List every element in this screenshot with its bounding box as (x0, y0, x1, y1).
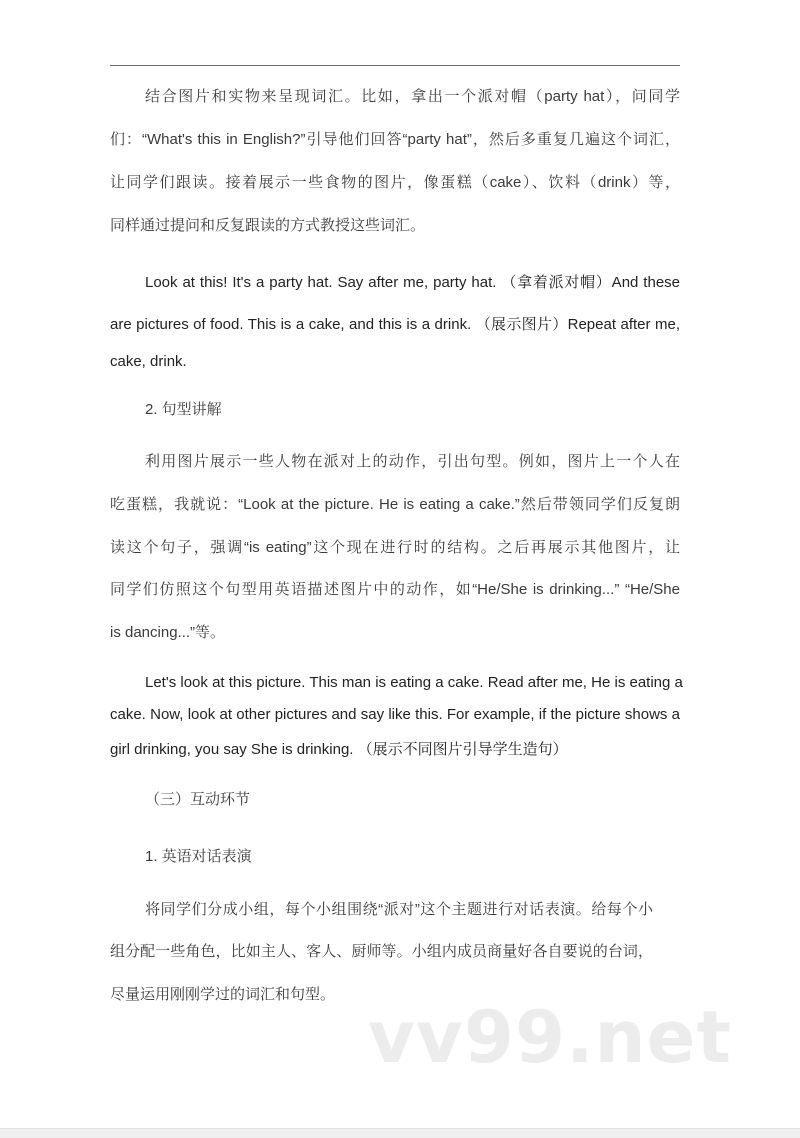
paragraph-line: 将同学们分成小组，每个小组围绕“派对”这个主题进行对话表演。给每个小 (145, 901, 653, 918)
paragraph-line: 吃蛋糕，我就说：“Look at the picture. He is eating a cake.”然后带领同学们反复朗 (110, 496, 680, 513)
paragraph-line: cake. Now, look at other pictures and say like this. For example, if the picture shows a (110, 706, 680, 723)
paragraph-line: 尽量运用刚刚学过的词汇和句型。 (110, 986, 336, 1003)
section-heading: 2. 句型讲解 (145, 401, 222, 418)
paragraph-line: is dancing...”等。 (110, 624, 226, 641)
paragraph-line: 利用图片展示一些人物在派对上的动作，引出句型。例如，图片上一个人在 (145, 453, 680, 470)
paragraph-line: 组分配一些角色，比如主人、客人、厨师等。小组内成员商量好各自要说的台词， (110, 943, 653, 960)
paragraph-line: Look at this! It's a party hat. Say after me, party hat. （拿着派对帽）And these (145, 274, 680, 291)
paragraph-line: 同学们仿照这个句型用英语描述图片中的动作，如“He/She is drinking...” “He/She (110, 581, 680, 598)
section-heading: 1. 英语对话表演 (145, 848, 252, 865)
section-heading: （三）互动环节 (145, 791, 251, 808)
paragraph-line: 们：“What's this in English?”引导他们回答“party hat”，然后多重复几遍这个词汇， (110, 131, 680, 148)
paragraph-line: 同样通过提问和反复跟读的方式教授这些词汇。 (110, 217, 426, 234)
paragraph-line: are pictures of food. This is a cake, and this is a drink. （展示图片）Repeat after me, (110, 316, 680, 333)
paragraph-line: cake, drink. (110, 353, 187, 370)
watermark: vv99.net (368, 995, 732, 1079)
paragraph-line: girl drinking, you say She is drinking. （展示不同图片引导学生造句） (110, 741, 568, 758)
paragraph-line: Let's look at this picture. This man is eating a cake. Read after me, He is eating a (145, 674, 683, 691)
paragraph-line: 读这个句子，强调“is eating”这个现在进行时的结构。之后再展示其他图片，让 (110, 539, 680, 556)
header-rule (110, 65, 680, 66)
paragraph-line: 让同学们跟读。接着展示一些食物的图片，像蛋糕（cake）、饮料（drink）等， (110, 174, 680, 191)
paragraph-line: 结合图片和实物来呈现词汇。比如，拿出一个派对帽（party hat），问同学 (145, 88, 680, 105)
